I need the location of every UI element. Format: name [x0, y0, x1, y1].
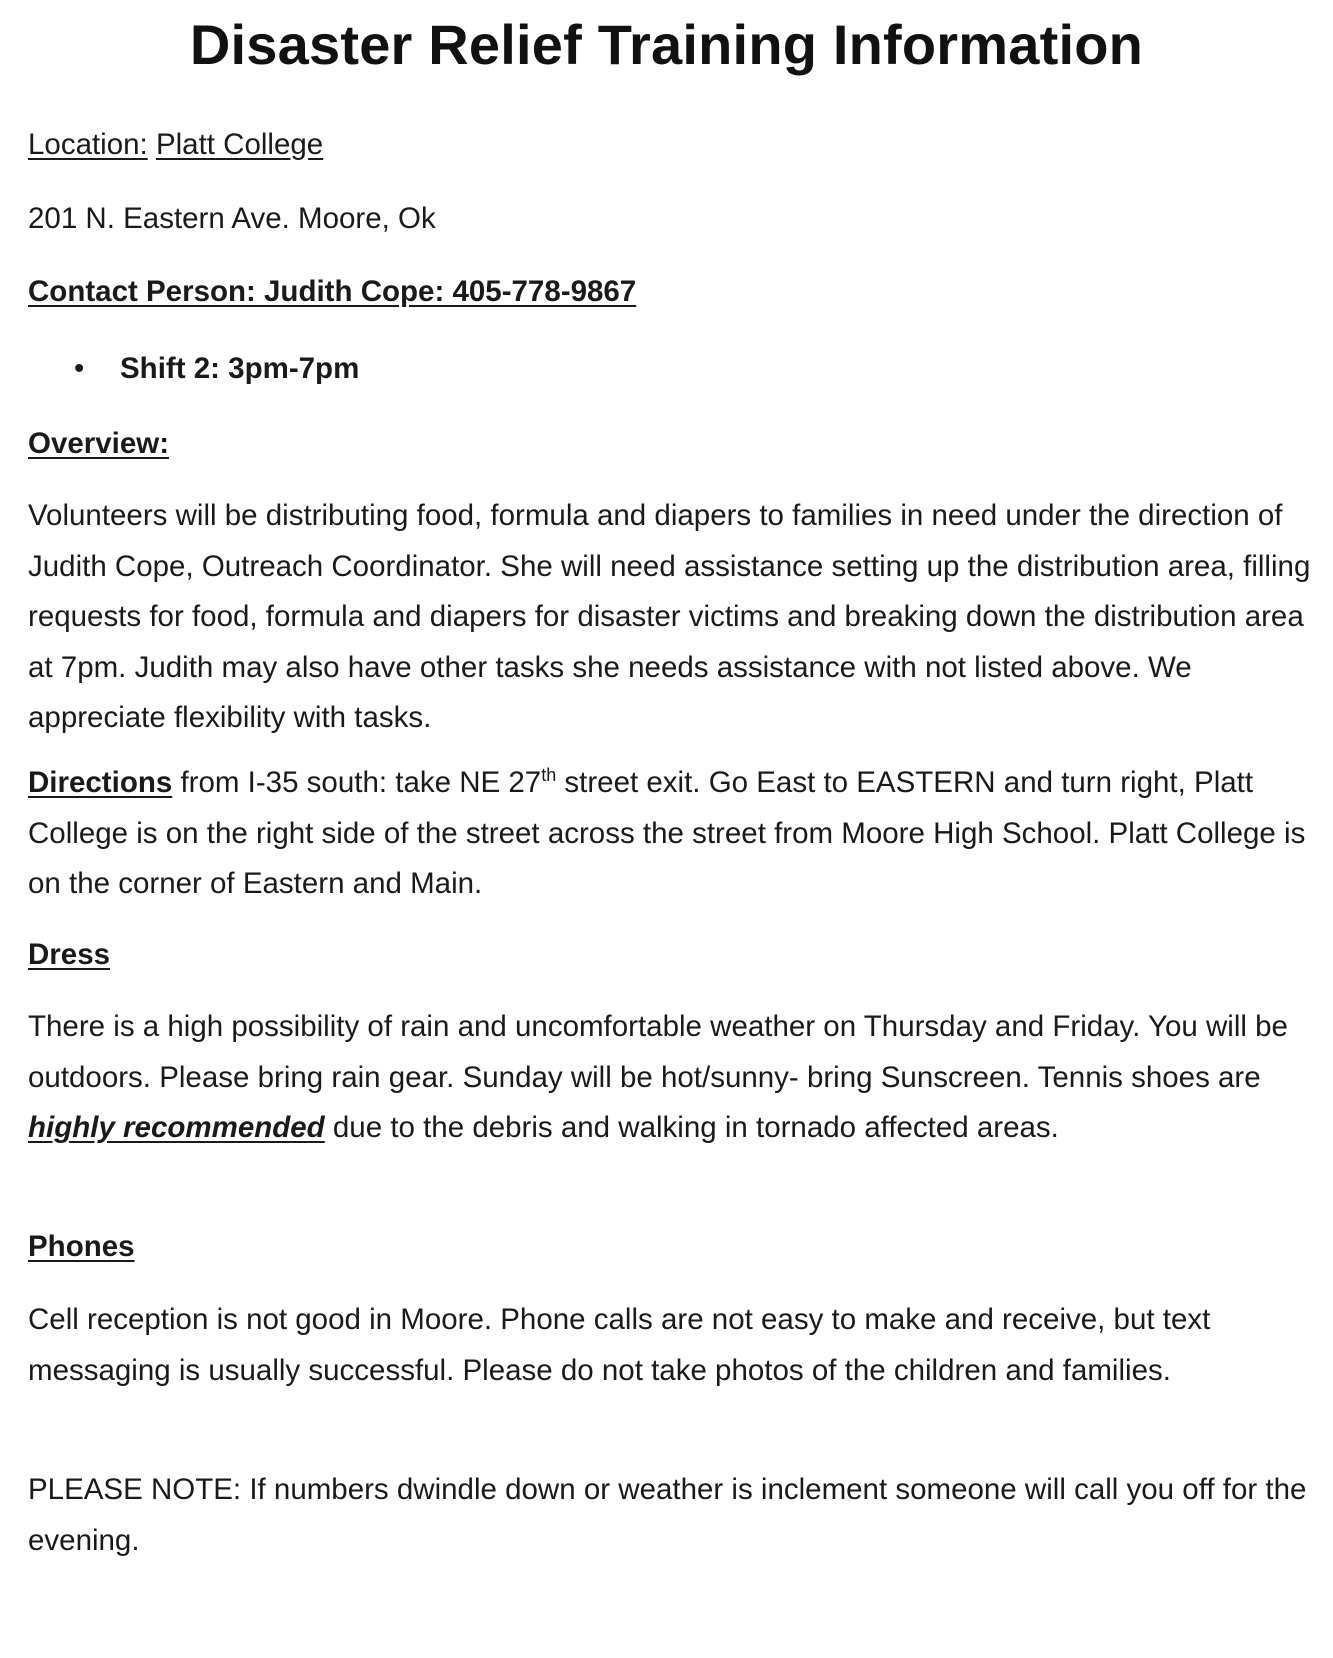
shift-item: [74, 344, 359, 394]
directions-text-1: from I-35 south: take NE 27: [172, 766, 542, 799]
overview-heading: Overview:: [28, 427, 170, 460]
overview-body: Volunteers will be distributing food, formula and diapers to families in need under the direction of Judith Cope, Outreach Coordinator. She will need assistance setting up the distribution area, filling requests for food, formula and diapers for disaster victims and breaking down the distribution area at 7pm. Judith may also have other tasks she needs assistance with not listed above. We appreciate flexibility with tasks.: [28, 499, 1311, 734]
page-title: Disaster Relief Training Information: [189, 13, 1144, 76]
directions-heading: Directions: [28, 766, 173, 799]
location-line: [28, 120, 323, 170]
shift-text: Shift 2: 3pm-7pm: [120, 352, 360, 385]
dress-heading: Dress: [28, 938, 111, 971]
directions-superscript: th: [541, 765, 557, 786]
dress-text-1: There is a high possibility of rain and uncomfortable weather on Thursday and Friday. You will be outdoors. Please bring rain gear. Sunday will be hot/sunny- bring Sunscreen. Tennis shoes are: [28, 1010, 1288, 1094]
directions-text-2: street exit. Go East to EASTERN and turn right, Platt College is on the right side of the street across the street from Moore High School. Platt College is on the corner of Eastern and Main.: [28, 766, 1306, 900]
dress-paragraph: [28, 1002, 1318, 1154]
phones-heading: Phones: [28, 1230, 135, 1263]
directions-paragraph: [28, 758, 1318, 910]
contact-line: Contact Person: Judith Cope: 405-778-9867: [28, 275, 637, 308]
address-line: 201 N. Eastern Ave. Moore, Ok: [28, 202, 436, 235]
phones-body: Cell reception is not good in Moore. Phone calls are not easy to make and receive, but text messaging is usually successful. Please do not take photos of the children and families.: [28, 1303, 1211, 1387]
location-value: Platt College: [155, 128, 324, 161]
location-label: Location:: [28, 128, 148, 161]
bullet-icon: •: [74, 352, 85, 385]
dress-emphasis: highly recommended: [28, 1111, 325, 1144]
dress-text-2: due to the debris and walking in tornado affected areas.: [324, 1111, 1059, 1144]
note-body: PLEASE NOTE: If numbers dwindle down or weather is inclement someone will call you off for the evening.: [28, 1473, 1307, 1557]
